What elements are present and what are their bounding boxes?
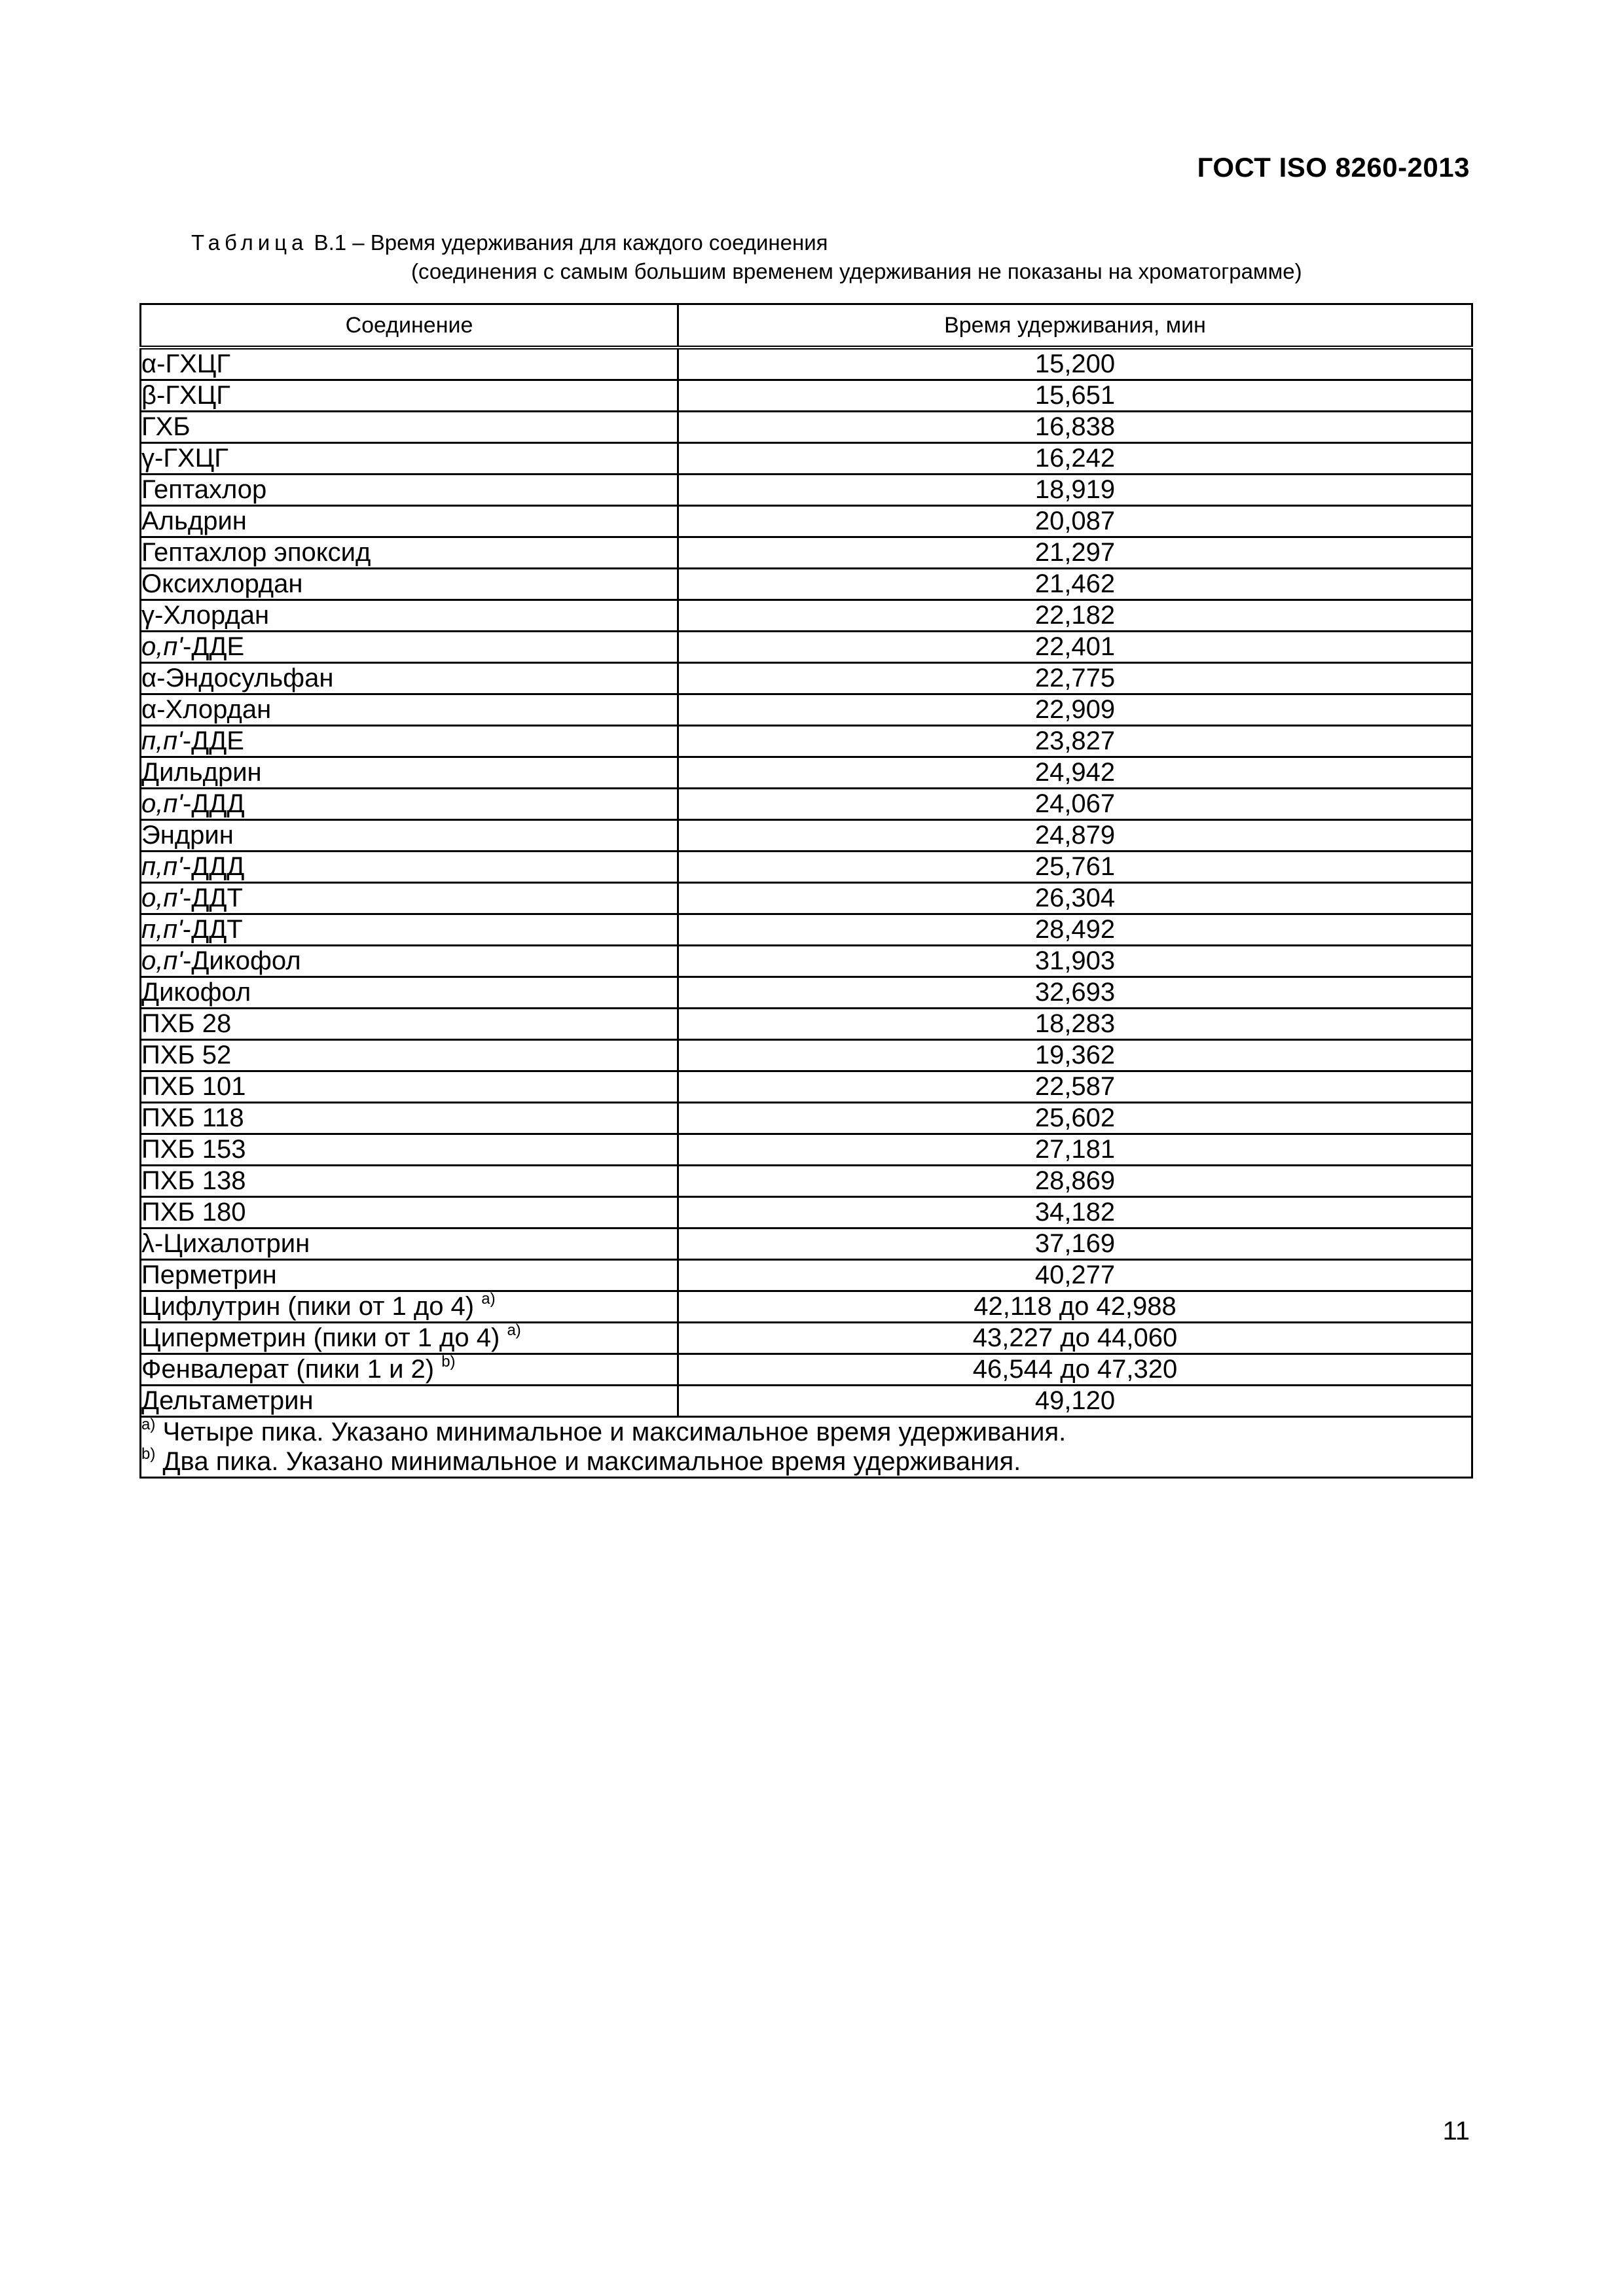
compound-isomer: о,п' [141,632,183,661]
compound-name: Альдрин [141,507,247,535]
retention-time-cell: 18,919 [678,475,1472,506]
table-row [141,1260,1472,1291]
table-row [141,1166,1472,1197]
compound-cell [141,1323,678,1354]
compound-name: -ДДД [182,852,245,881]
compound-cell [141,914,678,946]
compound-cell [141,1134,678,1166]
table-row [141,663,1472,694]
retention-time-cell: 22,775 [678,663,1472,694]
compound-name: Циперметрин (пики от 1 до 4) [141,1323,507,1352]
compound-prefix: λ [141,1229,155,1258]
table-row [141,1386,1472,1417]
compound-cell [141,852,678,883]
table-notes-row [141,1417,1472,1478]
compound-cell [141,1386,678,1417]
compound-name: ПХБ 28 [141,1009,232,1038]
retention-time-cell: 24,879 [678,820,1472,852]
compound-name: -Хлордан [156,695,272,724]
column-header-retention-time: Время удерживания, мин [678,304,1472,348]
compound-prefix: γ [141,601,155,630]
retention-time-cell: 49,120 [678,1386,1472,1417]
retention-time-cell: 22,909 [678,694,1472,726]
retention-time-cell: 26,304 [678,883,1472,914]
table-row [141,852,1472,883]
table-header-row [141,304,1472,348]
compound-cell [141,412,678,443]
retention-time-cell: 21,297 [678,537,1472,569]
table-row [141,1354,1472,1386]
retention-time-cell: 15,200 [678,348,1472,380]
footnote-a [141,1418,1471,1447]
table-row [141,412,1472,443]
compound-name: -Дикофол [183,946,301,975]
compound-isomer: п,п' [141,915,183,944]
standard-code: ГОСТ ISO 8260-2013 [1197,152,1470,183]
retention-time-cell: 46,544 до 47,320 [678,1354,1472,1386]
table-notes [141,1417,1472,1478]
table-row [141,1103,1472,1134]
retention-time-cell: 43,227 до 44,060 [678,1323,1472,1354]
compound-cell [141,1040,678,1071]
table-caption-label: Таблица [191,230,308,255]
footnote-text: Два пика. Указано минимальное и максимальное время удерживания. [155,1447,1021,1476]
table-row [141,600,1472,632]
compound-cell [141,600,678,632]
compound-cell [141,380,678,412]
compound-cell [141,1260,678,1291]
compound-name: -ДДД [183,789,245,818]
compound-name: -Эндосульфан [156,664,334,692]
retention-time-cell: 25,602 [678,1103,1472,1134]
table-caption [191,230,828,255]
retention-time-cell: 16,242 [678,443,1472,475]
retention-time-cell: 24,942 [678,757,1472,789]
compound-name: -ГХЦГ [156,350,231,378]
retention-time-cell: 21,462 [678,569,1472,600]
table-body [141,348,1472,1417]
table-row [141,475,1472,506]
table-row [141,914,1472,946]
compound-cell [141,1197,678,1229]
table-row [141,569,1472,600]
compound-cell [141,1229,678,1260]
footnote-mark: b) [141,1445,156,1463]
retention-time-table [139,303,1473,1479]
compound-name: Оксихлордан [141,569,303,598]
compound-cell [141,1166,678,1197]
compound-cell [141,632,678,663]
table-row [141,1040,1472,1071]
compound-name: ПХБ 52 [141,1041,232,1069]
retention-time-cell: 40,277 [678,1260,1472,1291]
table-row [141,726,1472,757]
compound-name: ПХБ 153 [141,1135,246,1164]
retention-time-cell: 22,587 [678,1071,1472,1103]
compound-cell [141,443,678,475]
compound-name: -ДДТ [182,915,243,944]
retention-time-cell: 19,362 [678,1040,1472,1071]
table-row [141,883,1472,914]
compound-cell [141,1354,678,1386]
retention-time-cell: 32,693 [678,977,1472,1009]
compound-name: -ДДТ [183,884,243,912]
table-row [141,537,1472,569]
compound-cell [141,348,678,380]
retention-time-cell: 20,087 [678,506,1472,537]
compound-cell [141,1071,678,1103]
retention-time-cell: 23,827 [678,726,1472,757]
compound-isomer: п,п' [141,726,183,755]
page-number: 11 [1442,2117,1470,2145]
compound-cell [141,475,678,506]
compound-name: Цифлутрин (пики от 1 до 4) [141,1292,482,1321]
compound-name: ПХБ 101 [141,1072,246,1101]
table-row [141,820,1472,852]
table-row [141,632,1472,663]
compound-prefix: α [141,350,157,378]
retention-time-cell: 42,118 до 42,988 [678,1291,1472,1323]
footnote-b [141,1447,1471,1477]
compound-cell [141,820,678,852]
table-caption-title: В.1 – Время удерживания для каждого соединения [308,230,828,255]
compound-prefix: α [141,695,157,724]
retention-time-cell: 31,903 [678,946,1472,977]
compound-cell [141,537,678,569]
compound-name: Гептахлор эпоксид [141,538,371,567]
table-row [141,789,1472,820]
table-row [141,443,1472,475]
compound-isomer: о,п' [141,789,183,818]
compound-cell [141,694,678,726]
compound-name: ПХБ 118 [141,1103,244,1132]
footnote-text: Четыре пика. Указано минимальное и максимальное время удерживания. [155,1418,1067,1446]
compound-name: -ДДЕ [182,726,244,755]
footnote-ref: a) [507,1321,521,1339]
compound-cell [141,1291,678,1323]
table-row [141,757,1472,789]
table-row [141,946,1472,977]
footnote-mark: a) [141,1416,156,1433]
compound-cell [141,883,678,914]
table-row [141,1323,1472,1354]
compound-name: -ГХЦГ [155,444,228,473]
table-row [141,1197,1472,1229]
retention-time-cell: 18,283 [678,1009,1472,1040]
compound-name: ПХБ 138 [141,1166,246,1195]
compound-cell [141,789,678,820]
retention-time-cell: 25,761 [678,852,1472,883]
compound-name: -ДДЕ [183,632,245,661]
table-row [141,977,1472,1009]
column-header-compound: Соединение [141,304,678,348]
compound-name: ГХБ [141,412,191,441]
compound-prefix: β [141,381,157,410]
compound-prefix: α [141,664,157,692]
retention-time-cell: 34,182 [678,1197,1472,1229]
table-row [141,1071,1472,1103]
compound-isomer: о,п' [141,946,183,975]
compound-isomer: о,п' [141,884,183,912]
compound-cell [141,569,678,600]
compound-name: ПХБ 180 [141,1198,246,1227]
compound-cell [141,1103,678,1134]
retention-time-cell: 24,067 [678,789,1472,820]
table-row [141,380,1472,412]
compound-name: Эндрин [141,821,234,850]
table-row [141,1291,1472,1323]
table-row [141,1134,1472,1166]
compound-name: Дильдрин [141,758,262,787]
compound-cell [141,506,678,537]
compound-name: Перметрин [141,1261,277,1289]
table-row [141,694,1472,726]
retention-time-cell: 22,182 [678,600,1472,632]
compound-name: Фенвалерат (пики 1 и 2) [141,1355,442,1384]
retention-time-cell: 16,838 [678,412,1472,443]
compound-name: -ГХЦГ [156,381,230,410]
compound-name: -Цихалотрин [155,1229,310,1258]
compound-cell [141,663,678,694]
compound-cell [141,1009,678,1040]
retention-time-cell: 15,651 [678,380,1472,412]
compound-isomer: п,п' [141,852,183,881]
compound-name: Дельтаметрин [141,1386,314,1415]
compound-cell [141,977,678,1009]
retention-time-cell: 37,169 [678,1229,1472,1260]
retention-time-cell: 28,869 [678,1166,1472,1197]
retention-time-cell: 27,181 [678,1134,1472,1166]
retention-time-cell: 28,492 [678,914,1472,946]
compound-cell [141,726,678,757]
compound-cell [141,757,678,789]
compound-prefix: γ [141,444,155,473]
compound-name: -Хлордан [155,601,270,630]
footnote-ref: a) [481,1290,496,1308]
table-row [141,1229,1472,1260]
table-row [141,348,1472,380]
compound-name: Гептахлор [141,475,267,504]
table-row [141,1009,1472,1040]
table-caption-note: (соединения с самым большим временем удерживания не показаны на хроматограмме) [411,259,1302,283]
footnote-ref: b) [441,1353,456,1371]
compound-cell [141,946,678,977]
retention-time-cell: 22,401 [678,632,1472,663]
table-row [141,506,1472,537]
compound-name: Дикофол [141,978,251,1007]
